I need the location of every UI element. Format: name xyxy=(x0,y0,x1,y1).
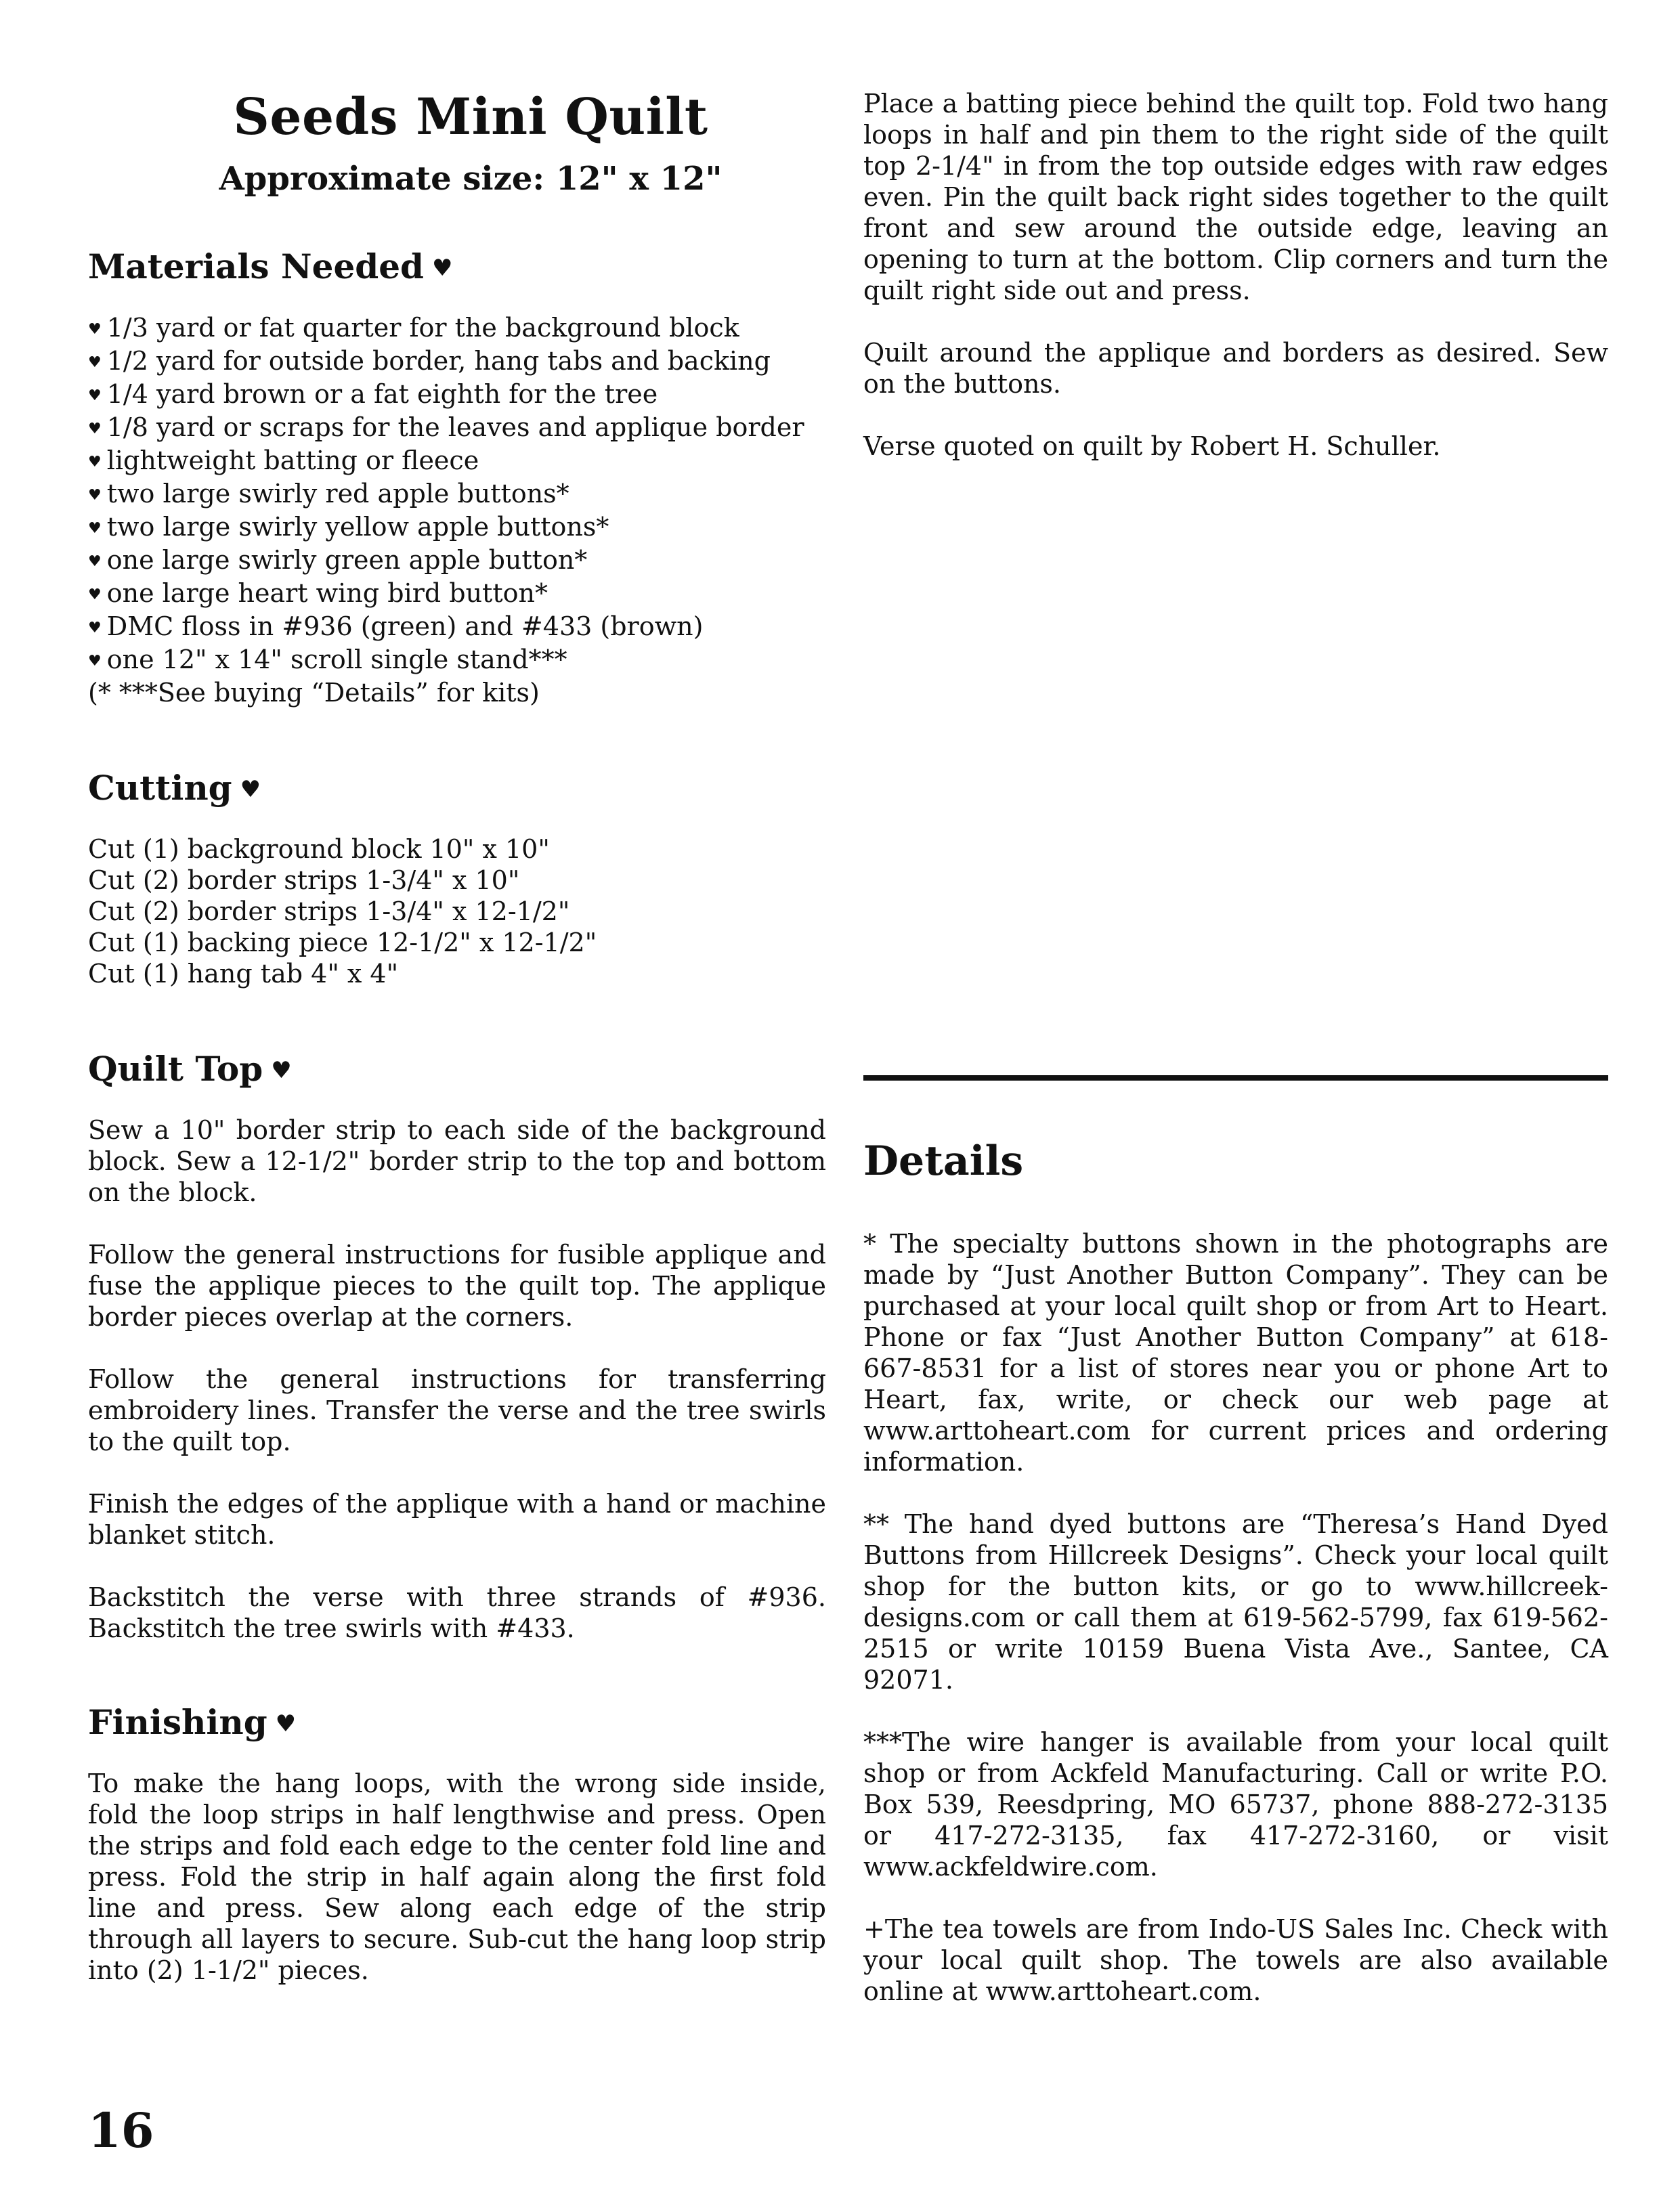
materials-list xyxy=(88,312,826,708)
finishing-continued xyxy=(863,88,1608,462)
heart-bullet-icon: ♥ xyxy=(88,354,102,371)
paragraph: Sew a 10" border strip to each side of the background block. Sew a 12-1/2" border strip to the top and bottom on the block. xyxy=(88,1115,826,1207)
finishing-heading xyxy=(88,1702,826,1742)
heart-bullet-icon: ♥ xyxy=(88,321,102,338)
paragraph: Verse quoted on quilt by Robert H. Schuller. xyxy=(863,431,1441,461)
materials-note: (* ***See buying “Details” for kits) xyxy=(88,678,540,708)
heart-icon: ♥ xyxy=(275,1710,297,1737)
heart-icon: ♥ xyxy=(432,255,453,282)
paragraph: Backstitch the verse with three strands of #936. Backstitch the tree swirls with #433. xyxy=(88,1582,826,1643)
section-divider xyxy=(863,1075,1608,1081)
list-item: ♥ 1/4 yard brown or a fat eighth for the tree xyxy=(88,379,658,409)
page-number: 16 xyxy=(88,2102,154,2159)
list-item: ♥ 1/3 yard or fat quarter for the background block xyxy=(88,313,739,343)
list-item: ♥ 1/8 yard or scraps for the leaves and applique border xyxy=(88,412,804,442)
list-item: ♥ one 12" x 14" scroll single stand*** xyxy=(88,645,567,674)
materials-heading-text: Materials Needed xyxy=(88,246,424,286)
list-item: Cut (1) hang tab 4" x 4" xyxy=(88,959,399,989)
list-item: Cut (1) background block 10" x 10" xyxy=(88,834,550,864)
list-item: ♥ two large swirly yellow apple buttons* xyxy=(88,512,609,542)
list-item: Cut (2) border strips 1-3/4" x 12-1/2" xyxy=(88,896,570,926)
cutting-heading xyxy=(88,768,826,808)
heart-bullet-icon: ♥ xyxy=(88,420,102,437)
list-item: ♥ 1/2 yard for outside border, hang tabs and backing xyxy=(88,346,771,376)
paragraph: * The specialty buttons shown in the photographs are made by “Just Another Button Company”. They can be purchased at your local quilt shop or from Art to Heart. Phone or fax “Just Another Button Company” at 618-667-8531 for a list of stores near you or phone Art to Heart, fax, write, or check our web page at www.arttoheart.com for current prices and ordering information. xyxy=(863,1229,1608,1477)
heart-bullet-icon: ♥ xyxy=(88,520,102,537)
heart-bullet-icon: ♥ xyxy=(88,553,102,570)
paragraph: +The tea towels are from Indo-US Sales Inc. Check with your local quilt shop. The towels are also available online at www.arttoheart.com. xyxy=(863,1914,1608,2006)
quilt-top-body xyxy=(88,1114,826,1644)
list-item: ♥ one large heart wing bird button* xyxy=(88,578,548,608)
spacer xyxy=(88,1675,826,1702)
details-heading: Details xyxy=(863,1138,1024,1185)
quilt-top-heading-text: Quilt Top xyxy=(88,1049,263,1089)
paragraph: Place a batting piece behind the quilt top. Fold two hang loops in half and pin them to the right side of the quilt top 2-1/4" in from the top outside edges with raw edges even. Pin the quilt back right sides together to the quilt front and sew around the outside edge, leaving an opening to turn at the bottom. Clip corners and turn the quilt right side out and press. xyxy=(863,89,1608,305)
paragraph: Quilt around the applique and borders as desired. Sew on the buttons. xyxy=(863,338,1608,399)
paragraph: Follow the general instructions for transferring embroidery lines. Transfer the verse and the tree swirls to the quilt top. xyxy=(88,1364,826,1456)
materials-heading xyxy=(88,246,826,286)
finishing-body xyxy=(88,1768,826,1986)
spacer xyxy=(863,493,1608,1075)
heart-bullet-icon: ♥ xyxy=(88,487,102,504)
heart-icon: ♥ xyxy=(240,776,261,803)
paragraph: Follow the general instructions for fusible applique and fuse the applique pieces to the quilt top. The applique border pieces overlap at the corners. xyxy=(88,1240,826,1332)
left-column xyxy=(88,88,826,2017)
paragraph: ** The hand dyed buttons are “Theresa’s Hand Dyed Buttons from Hillcreek Designs”. Check your local quilt shop for the button kits, or go to www.hillcreek-designs.com or call them at 619-562-5799, fax 619-562-2515 or write 10159 Buena Vista Ave., Santee, CA 92071. xyxy=(863,1509,1608,1695)
right-column xyxy=(863,88,1608,2038)
page-subtitle: Approximate size: 12" x 12" xyxy=(219,160,723,198)
quilt-top-heading xyxy=(88,1049,826,1089)
list-item: ♥ one large swirly green apple button* xyxy=(88,545,588,575)
heart-bullet-icon: ♥ xyxy=(88,620,102,636)
finishing-heading-text: Finishing xyxy=(88,1702,267,1742)
heart-bullet-icon: ♥ xyxy=(88,387,102,404)
paragraph: ***The wire hanger is available from your local quilt shop or from Ackfeld Manufacturing. Call or write P.O. Box 539, Reesdpring, MO 65737, phone 888-272-3135 or 417-272-3135, fax 417-272-3160, or visit www.ackfeldwire.com. xyxy=(863,1727,1608,1882)
page-title: Seeds Mini Quilt xyxy=(233,88,708,146)
list-item: Cut (1) backing piece 12-1/2" x 12-1/2" xyxy=(88,928,597,957)
paragraph: To make the hang loops, with the wrong side inside, fold the loop strips in half lengthwise and press. Open the strips and fold each edge to the center fold line and press. Fold the strip in half again along the first fold line and press. Sew along each edge of the strip through all layers to secure. Sub-cut the hang loop strip into (2) 1-1/2" pieces. xyxy=(88,1769,826,1985)
heart-bullet-icon: ♥ xyxy=(88,454,102,471)
spacer xyxy=(88,708,826,768)
paragraph: Finish the edges of the applique with a hand or machine blanket stitch. xyxy=(88,1489,826,1550)
details-body xyxy=(863,1228,1608,2007)
cutting-list xyxy=(88,833,826,989)
list-item: Cut (2) border strips 1-3/4" x 10" xyxy=(88,865,520,895)
spacer xyxy=(88,989,826,1049)
list-item: ♥ DMC floss in #936 (green) and #433 (brown) xyxy=(88,611,704,641)
list-item: ♥ lightweight batting or fleece xyxy=(88,446,479,475)
list-item: ♥ two large swirly red apple buttons* xyxy=(88,479,569,508)
heart-icon: ♥ xyxy=(271,1057,292,1084)
heart-bullet-icon: ♥ xyxy=(88,586,102,603)
heart-bullet-icon: ♥ xyxy=(88,653,102,670)
cutting-heading-text: Cutting xyxy=(88,768,232,808)
